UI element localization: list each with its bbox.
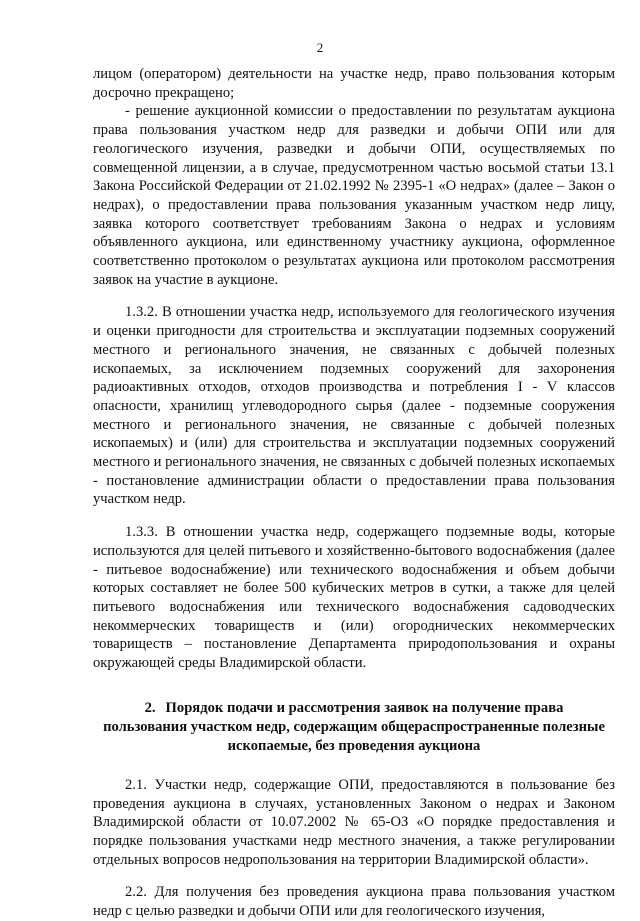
paragraph-2-2: 2.2. Для получения без проведения аукциона права пользования участком недр с целью разведки и добычи ОПИ или для геологического изучения, [93,884,615,920]
page-number: 2 [316,40,324,55]
paragraph-continuation: лицом (оператором) деятельности на участке недр, право пользования которым досрочно прекращено; [93,66,615,101]
section-title: Порядок подачи и рассмотрения заявок на получение права пользования участком недр, содержащим общераспространенные полезные ископаемые, без проведения аукциона [103,699,605,754]
document-body [93,65,615,921]
paragraph-auction-decision: - решение аукционной комиссии о предоставлении по результатам аукциона права пользования участком недр для разведки и добычи ОПИ или для геологического изучения, разведки и добычи ОПИ, осуществляемых по совмещенной лицензии, а в случае, предусмотренном частью восьмой статьи 13.1 Закона Российской Федерации от 21.02.1992 № 2395-1 «О недрах» (далее – Закон о недрах), о предоставлении права пользования указанным участком недр лицу, заявка которого соответствует требованиям Закона о недрах и условиям объявленного аукциона, или единственному участнику аукциона, оформленное соответственно протоколом о результатах аукциона или протоколом рассмотрения заявок на участие в аукционе. [93,103,615,288]
section-number: 2. [144,699,156,716]
paragraph-1-3-3: 1.3.3. В отношении участка недр, содержащего подземные воды, которые используются для целей питьевого и хозяйственно-бытового водоснабжения (далее - питьевое водоснабжение) или технического водоснабжения и объем добычи которых составляет не более 500 кубических метров в сутки, а также для целей питьевого водоснабжения или технического водоснабжения садоводческих некоммерческих товариществ и (или) огороднических некоммерческих товариществ – постановление Департамента природопользования и охраны окружающей среды Владимирской области. [93,524,615,672]
paragraph-2-1: 2.1. Участки недр, содержащие ОПИ, предоставляются в пользование без проведения аукциона в случаях, установленных Законом о недрах и Законом Владимирской области от 10.07.2002 № 65-ОЗ «О порядке предоставления и порядке пользования участками недр местного значения, а также регулировании отдельных вопросов недропользования на территории Владимирской области». [93,776,615,868]
section-heading [93,699,615,756]
paragraph-1-3-2: 1.3.2. В отношении участка недр, используемого для геологического изучения и оценки пригодности для строительства и эксплуатации подземных сооружений местного и регионального значения, не связанных с добычей полезных ископаемых, за исключением подземных сооружений для захоронения радиоактивных отходов, отходов производства и потребления I - V классов опасности, хранилищ углеводородного сырья (далее - подземные сооружения местного и регионального значения, не связанные с добычей полезных ископаемых) и (или) для строительства и эксплуатации подземных сооружений местного и регионального значения, не связанных с добычей полезных ископаемых - постановление администрации области о предоставлении права пользования участком недр. [93,304,615,508]
